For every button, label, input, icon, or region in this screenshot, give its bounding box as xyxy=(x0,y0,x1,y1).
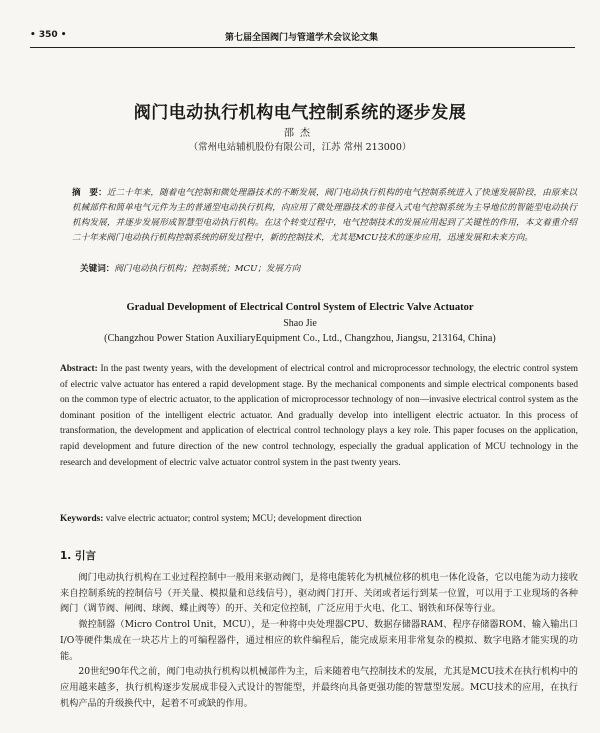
keywords-english-label: Keywords: xyxy=(60,514,104,524)
abstract-english-text: In the past twenty years, with the development of electrical control and microprocessor technology, the electric control system of electric valve actuator has entered a rapid development stage. By the mechanical components and simple electrical components based on the common type of electric actuator, to the application of microprocessor technology of non—invasive electrical control system as the dominant position of the intelligent electric actuator. And gradually develop into intelligent electric actuator. In this process of transformation, the development and application of electrical control technology plays a key role. This paper focuses on the application, rapid development and future direction of the new control technology, especially the gradual application of MCU technology in the research and development of electric valve actuator control system in the past twenty years. xyxy=(60,364,578,468)
paper-title-english: Gradual Development of Electrical Control System of Electric Valve Actuator xyxy=(126,302,474,313)
header-rule xyxy=(30,47,575,48)
abstract-chinese xyxy=(72,186,577,246)
affiliation-english: (Changzhou Power Station AuxiliaryEquipment Co., Ltd., Changzhou, Jiangsu, 213164, China) xyxy=(104,333,496,344)
abstract-english xyxy=(60,362,578,471)
abstract-chinese-label: 摘 要： xyxy=(72,188,107,198)
paper-title-chinese: 阀门电动执行机构电气控制系统的逐步发展 xyxy=(133,103,467,123)
keywords-chinese-text: 阀门电动执行机构；控制系统；MCU；发展方向 xyxy=(114,264,301,274)
keywords-english xyxy=(60,512,578,527)
abstract-chinese-text: 近二十年来，随着电气控制和微处理器技术的不断发展，阀门电动执行机构的电气控制系统进入了快速发展阶段，由原来以机械部件和简单电气元件为主的普通型电动执行机构，向应用了微处理器技术的非侵入式电气控制系统为主导地位的智能型电动执行机构发展，并逐步发展形成智慧型电动执行机构。在这个转变过程中，电气控制技术的发展应用起到了关键性的作用，本文着重介绍二十年来阀门电动执行机构控制系统的研发过程中，新的控制技术，尤其是MCU技术的逐步应用，迅速发展和未来方向。 xyxy=(72,188,577,243)
keywords-english-text: valve electric actuator; control system; MCU; development direction xyxy=(103,514,362,524)
section-heading-introduction: 1. 引言 xyxy=(60,550,96,562)
author-chinese: 邵杰 xyxy=(284,128,316,139)
affiliation-chinese: （常州电站辅机股份有限公司，江苏 常州 213000） xyxy=(188,142,412,153)
keywords-chinese xyxy=(80,262,575,277)
body-paragraph: 微控制器（Micro Control Unit，MCU），是一种将中央处理器CPU、数据存储器RAM、程序存储器ROM、输入输出口I/O等硬件集成在一块芯片上的可编程器件，通过相应的软件编程后，能完成原来用非常复杂的模拟、数字电路才能实现的功能。 xyxy=(60,619,578,662)
abstract-english-label: Abstract: xyxy=(60,364,98,374)
keywords-chinese-label: 关键词： xyxy=(80,264,115,274)
journal-title: 第七届全国阀门与管道学术会议论文集 xyxy=(225,33,379,43)
author-english: Shao Jie xyxy=(283,318,317,329)
body-text xyxy=(60,570,578,711)
body-paragraph: 阀门电动执行机构在工业过程控制中一般用来驱动阀门，是将电能转化为机械位移的机电一体化设备，它以电能为动力接收来自控制系统的控制信号（开关量、模拟量和总线信号），驱动阀门打开、关闭或者运行到某一位置，可以用于工业现场的各种阀门（调节阀、闸阀、球阀、蝶止阀等）的开、关和定位控制，广泛应用于火电、化工、钢铁和环保等行业。 xyxy=(60,572,578,615)
body-paragraph: 20世纪90年代之前，阀门电动执行机构以机械部件为主，后来随着电气控制技术的发展，尤其是MCU技术在执行机构中的应用越来越多，执行机构逐步发展成非侵入式设计的智能型，并最终向具备更强功能的智慧型发展。MCU技术的应用，在执行机构产品的升级换代中，起着不可或缺的作用。 xyxy=(60,666,578,709)
page-number: • 350 • xyxy=(30,30,67,40)
